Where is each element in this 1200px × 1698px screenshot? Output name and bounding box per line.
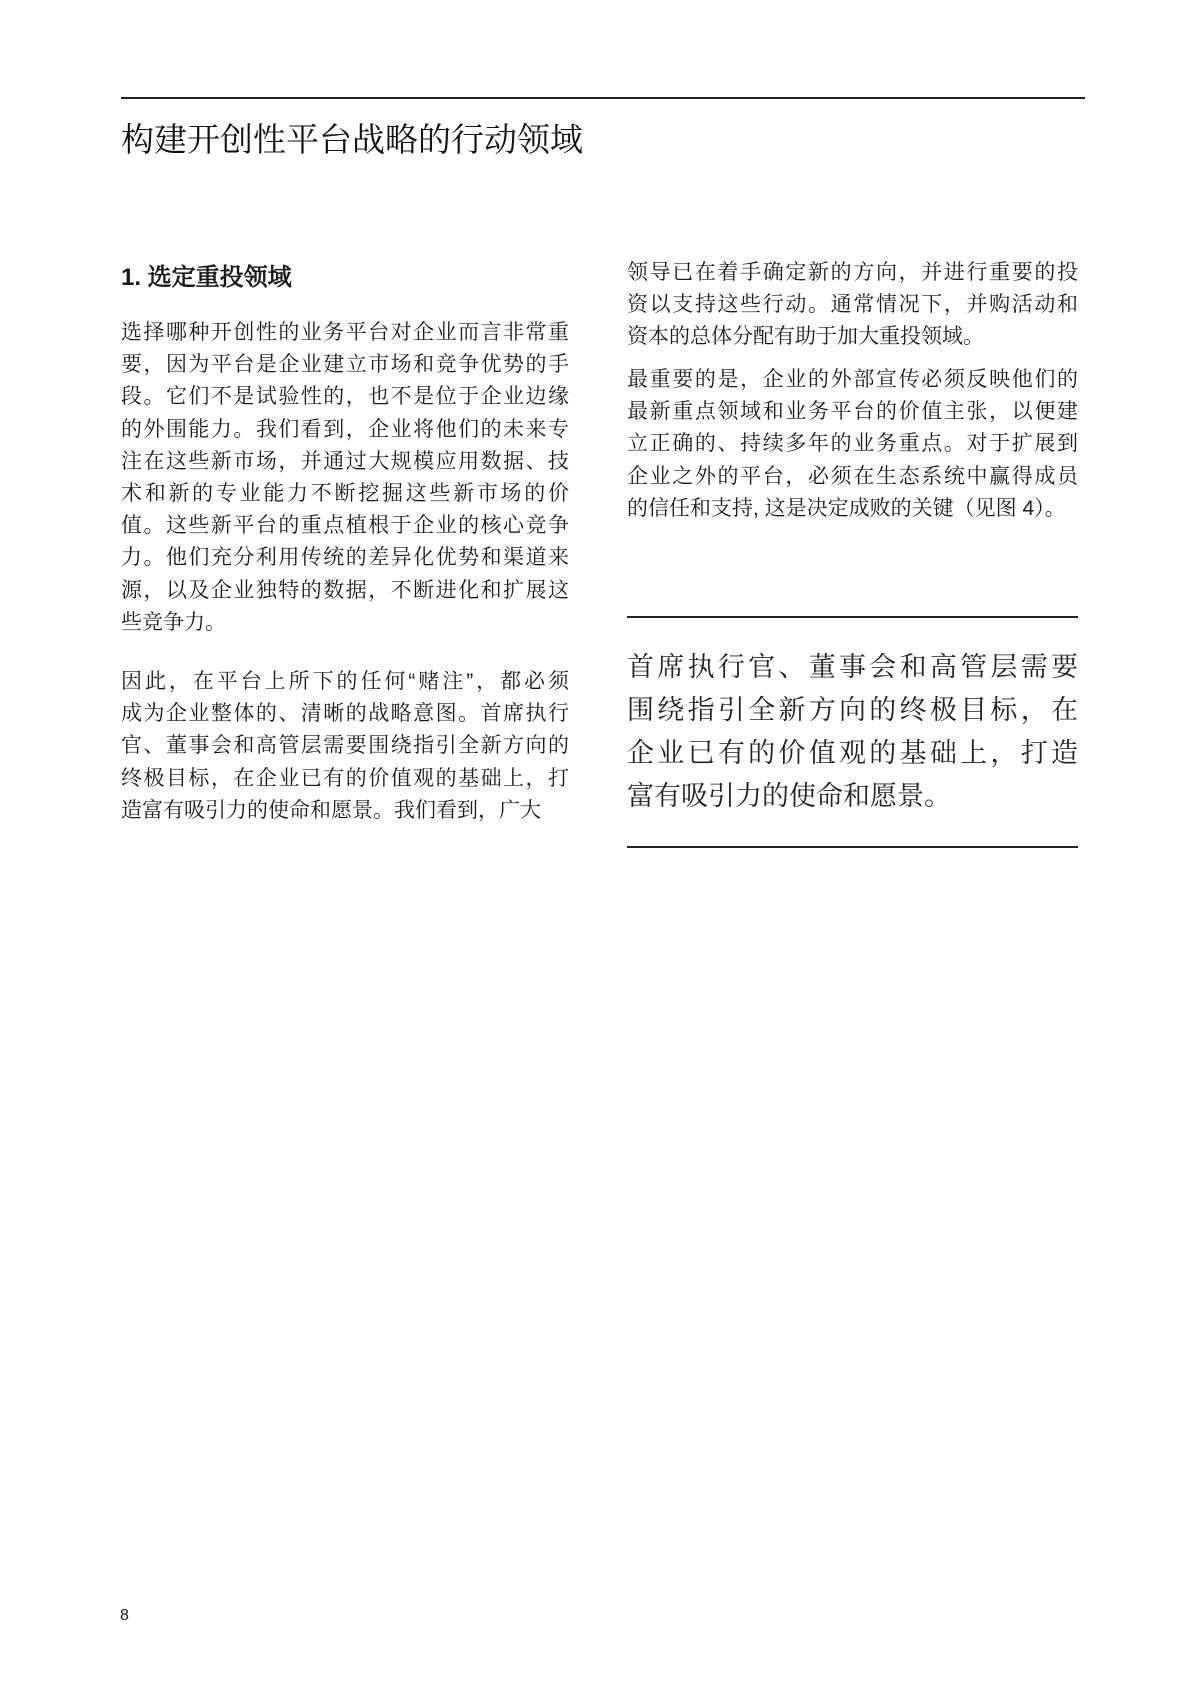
text-line: 企业之外的平台，必须在生态系统中赢得成员 — [627, 464, 1078, 488]
text-line: 要，因为平台是企业建立市场和竞争优势的手 — [121, 353, 569, 377]
body-paragraph — [121, 666, 569, 827]
text-line: 领导已在着手确定新的方向，并进行重要的投 — [627, 261, 1078, 284]
text-line: 注在这些新市场，并通过大规模应用数据、技 — [121, 449, 569, 473]
text-line: 的外围能力。我们看到，企业将他们的未来专 — [121, 417, 569, 441]
body-paragraph — [627, 364, 1078, 525]
text-line: 些竞争力。 — [121, 610, 226, 634]
text-line: 资本的总体分配有助于加大重投领域。 — [627, 325, 984, 349]
text-line: 术和新的专业能力不断挖掘这些新市场的价 — [121, 481, 569, 505]
top-divider — [121, 97, 1085, 99]
text-line: 最新重点领域和业务平台的价值主张，以便建 — [627, 400, 1078, 424]
text-line: 的信任和支持, 这是决定成败的关键（见图 4）。 — [627, 496, 1066, 520]
text-line: 立正确的、持续多年的业务重点。对于扩展到 — [627, 432, 1078, 456]
section-heading: 1. 选定重投领域 — [121, 264, 292, 291]
text-line: 选择哪种开创性的业务平台对企业而言非常重 — [121, 321, 569, 344]
body-paragraph — [121, 317, 569, 639]
text-line: 最重要的是，企业的外部宣传必须反映他们的 — [627, 368, 1078, 391]
text-line: 因此，在平台上所下的任何“赌注”，都必须 — [121, 670, 569, 693]
text-line: 资以支持这些行动。通常情况下，并购活动和 — [627, 293, 1078, 317]
page-number: 8 — [120, 1607, 129, 1624]
quote-divider-top — [627, 616, 1078, 618]
pull-quote — [627, 646, 1078, 818]
text-line: 造富有吸引力的使命和愿景。我们看到，广大 — [121, 798, 541, 822]
text-line: 企业已有的价值观的基础上，打造 — [627, 738, 1078, 768]
text-line: 富有吸引力的使命和愿景。 — [627, 781, 951, 811]
text-line: 源，以及企业独特的数据，不断进化和扩展这 — [121, 578, 569, 602]
text-line: 力。他们充分利用传统的差异化优势和渠道来 — [121, 546, 569, 570]
text-line: 值。这些新平台的重点植根于企业的核心竞争 — [121, 514, 569, 538]
text-line: 终极目标，在企业已有的价值观的基础上，打 — [121, 766, 569, 790]
text-line: 首席执行官、董事会和高管层需要 — [627, 652, 1078, 682]
page-title: 构建开创性平台战略的行动领域 — [121, 121, 583, 158]
body-paragraph — [627, 257, 1078, 354]
text-line: 官、董事会和高管层需要围绕指引全新方向的 — [121, 734, 569, 758]
quote-divider-bottom — [627, 846, 1078, 848]
text-line: 围绕指引全新方向的终极目标，在 — [627, 695, 1078, 725]
text-line: 段。它们不是试验性的，也不是位于企业边缘 — [121, 385, 569, 409]
text-line: 成为企业整体的、清晰的战略意图。首席执行 — [121, 702, 569, 726]
